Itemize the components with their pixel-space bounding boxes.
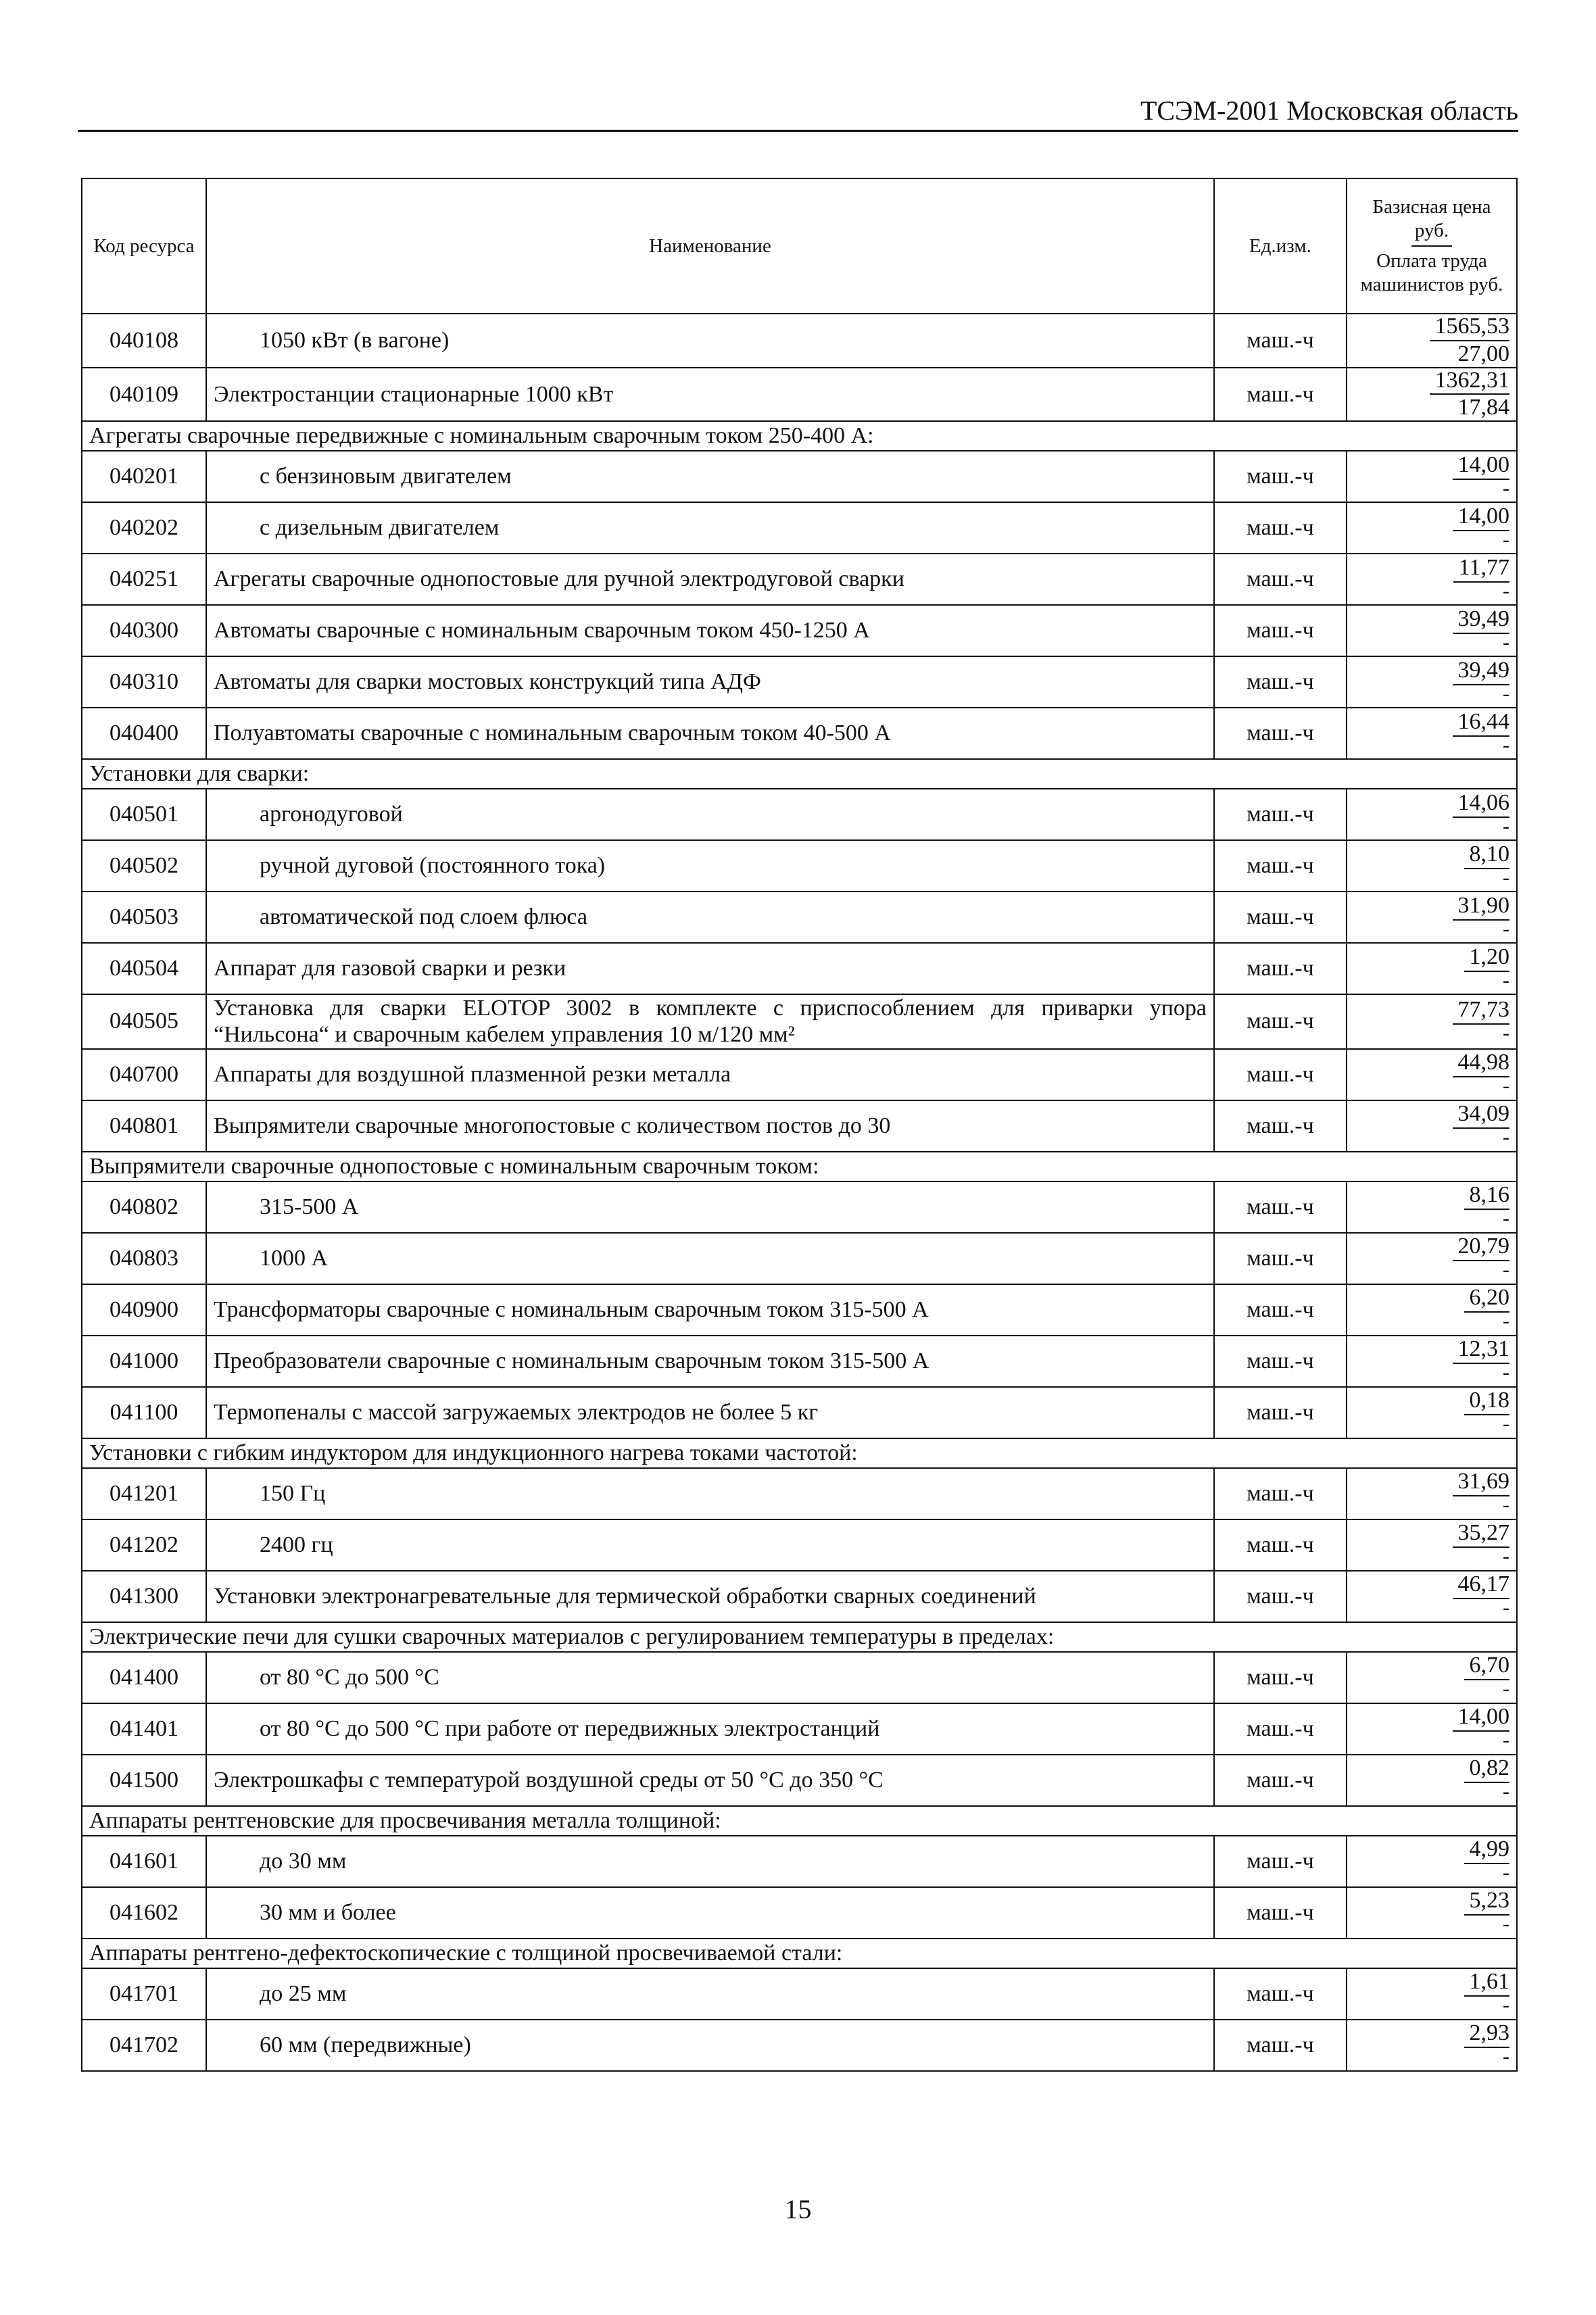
resource-code: 040400 (82, 708, 206, 759)
base-price: 4,99 (1464, 1837, 1510, 1864)
unit-of-measure: маш.-ч (1214, 1336, 1347, 1387)
base-price: 39,49 (1453, 658, 1510, 685)
price-fraction (1464, 944, 1510, 992)
base-price: 12,31 (1453, 1337, 1510, 1364)
price-fraction (1453, 556, 1509, 600)
operator-wage: - (1503, 1493, 1509, 1516)
price-cell (1347, 892, 1517, 943)
resource-code: 040803 (82, 1233, 206, 1284)
group-heading: Аппараты рентгено-дефектоскопические с толщиной просвечиваемой стали: (82, 1939, 1517, 1968)
base-price: 14,00 (1453, 1705, 1510, 1732)
table-row (82, 2020, 1517, 2071)
resource-name: Трансформаторы сварочные с номинальным сварочным током 315-500 А (206, 1284, 1214, 1336)
price-fraction (1453, 1102, 1510, 1146)
price-cell (1347, 1755, 1517, 1806)
operator-wage: - (1503, 733, 1509, 756)
unit-of-measure: маш.-ч (1214, 1284, 1347, 1336)
operator-wage: - (1503, 1074, 1509, 1097)
price-cell (1347, 656, 1517, 708)
base-price: 14,00 (1453, 453, 1510, 480)
table-row (82, 1755, 1517, 1806)
base-price: 34,09 (1453, 1102, 1510, 1129)
operator-wage: - (1503, 1912, 1509, 1935)
resource-name: Аппараты для воздушной плазменной резки металла (206, 1049, 1214, 1100)
operator-wage: - (1503, 866, 1509, 889)
unit-of-measure: маш.-ч (1214, 1468, 1347, 1519)
group-heading: Выпрямители сварочные однопостовые с номинальным сварочным током: (82, 1152, 1517, 1181)
resource-name: 30 мм и более (206, 1887, 1214, 1939)
price-fraction (1453, 998, 1510, 1042)
unit-of-measure: маш.-ч (1214, 1233, 1347, 1284)
operator-wage: - (1503, 969, 1509, 992)
price-fraction (1453, 710, 1510, 754)
table-row (82, 1284, 1517, 1336)
price-fraction (1453, 606, 1510, 654)
column-header-operator-wage: Оплата труда машинистов руб. (1360, 250, 1503, 295)
price-fraction (1464, 2020, 1510, 2068)
resource-code: 041500 (82, 1755, 206, 1806)
operator-wage: - (1503, 631, 1509, 654)
table-row (82, 943, 1517, 994)
price-fraction (1464, 1755, 1510, 1803)
price-fraction (1464, 1888, 1510, 1935)
resource-code: 041702 (82, 2020, 206, 2071)
page-number: 15 (784, 2194, 812, 2224)
table-row (82, 451, 1517, 502)
base-price: 11,77 (1453, 556, 1509, 583)
resource-code: 041100 (82, 1387, 206, 1438)
table-row (82, 1571, 1517, 1622)
resource-code: 041401 (82, 1703, 206, 1755)
resource-name: до 25 мм (206, 1968, 1214, 2020)
price-cell (1347, 1652, 1517, 1703)
base-price: 31,69 (1453, 1469, 1510, 1496)
price-cell (1347, 1519, 1517, 1571)
table-row (82, 1887, 1517, 1939)
table-row (82, 554, 1517, 605)
price-cell (1347, 708, 1517, 759)
resource-code: 040202 (82, 502, 206, 554)
table-row (82, 1519, 1517, 1571)
price-fraction (1464, 1970, 1510, 2014)
group-heading-row (82, 421, 1517, 451)
price-fraction (1453, 453, 1510, 497)
operator-wage: - (1503, 1258, 1509, 1281)
base-price: 1362,31 (1430, 368, 1510, 395)
resource-code: 040310 (82, 656, 206, 708)
resource-name: 315-500 А (206, 1181, 1214, 1233)
price-cell (1347, 1336, 1517, 1387)
price-fraction (1464, 1286, 1510, 1330)
price-cell (1347, 1468, 1517, 1519)
group-heading-row (82, 1152, 1517, 1181)
operator-wage: - (1503, 1125, 1509, 1148)
operator-wage: - (1503, 1861, 1509, 1884)
unit-of-measure: маш.-ч (1214, 1571, 1347, 1622)
operator-wage: 27,00 (1457, 341, 1509, 366)
resource-code: 041202 (82, 1519, 206, 1571)
base-price: 31,90 (1453, 894, 1510, 921)
operator-wage: - (1503, 1207, 1509, 1229)
table-row (82, 1836, 1517, 1887)
base-price: 35,27 (1453, 1521, 1510, 1548)
operator-wage: - (1503, 1596, 1509, 1619)
price-fraction (1453, 1336, 1510, 1384)
resource-code: 040504 (82, 943, 206, 994)
resource-code: 041601 (82, 1836, 206, 1887)
group-heading-row (82, 1939, 1517, 1968)
price-cell (1347, 1571, 1517, 1622)
group-heading-row (82, 759, 1517, 789)
unit-of-measure: маш.-ч (1214, 1703, 1347, 1755)
unit-of-measure: маш.-ч (1214, 943, 1347, 994)
resource-name: 2400 гц (206, 1519, 1214, 1571)
resource-name: 150 Гц (206, 1468, 1214, 1519)
resource-price-table (81, 178, 1518, 2072)
unit-of-measure: маш.-ч (1214, 994, 1347, 1048)
column-header-name: Наименование (206, 178, 1214, 314)
price-cell (1347, 994, 1517, 1048)
resource-code: 040503 (82, 892, 206, 943)
group-heading: Установки для сварки: (82, 759, 1517, 789)
base-price: 1,20 (1464, 945, 1510, 972)
resource-name: с бензиновым двигателем (206, 451, 1214, 502)
unit-of-measure: маш.-ч (1214, 1652, 1347, 1703)
resource-code: 040802 (82, 1181, 206, 1233)
table-row (82, 314, 1517, 368)
resource-name: Преобразователи сварочные с номинальным сварочным током 315-500 А (206, 1336, 1214, 1387)
unit-of-measure: маш.-ч (1214, 451, 1347, 502)
resource-code: 040201 (82, 451, 206, 502)
unit-of-measure: маш.-ч (1214, 1100, 1347, 1152)
unit-of-measure: маш.-ч (1214, 1049, 1347, 1100)
operator-wage: - (1503, 1021, 1509, 1044)
unit-of-measure: маш.-ч (1214, 1968, 1347, 2020)
resource-name: автоматической под слоем флюса (206, 892, 1214, 943)
base-price: 2,93 (1464, 2021, 1510, 2048)
operator-wage: - (1503, 477, 1509, 499)
price-cell (1347, 1049, 1517, 1100)
table-row (82, 1703, 1517, 1755)
table-row (82, 502, 1517, 554)
price-fraction (1453, 1469, 1510, 1516)
group-heading: Аппараты рентгеновские для просвечивания металла толщиной: (82, 1806, 1517, 1836)
price-fraction (1464, 842, 1510, 889)
price-cell (1347, 1968, 1517, 2020)
running-head: ТСЭМ-2001 Московская область (1140, 95, 1518, 126)
operator-wage: - (1503, 1993, 1509, 2016)
table-row (82, 1468, 1517, 1519)
table-row (82, 1233, 1517, 1284)
price-cell (1347, 502, 1517, 554)
resource-name: от 80 °С до 500 °С при работе от передвижных электростанций (206, 1703, 1214, 1755)
price-cell (1347, 1703, 1517, 1755)
price-cell (1347, 314, 1517, 368)
resource-name: от 80 °С до 500 °С (206, 1652, 1214, 1703)
resource-code: 041701 (82, 1968, 206, 2020)
table-row (82, 1387, 1517, 1438)
table-row (82, 1181, 1517, 1233)
group-heading: Установки с гибким индуктором для индукционного нагрева токами частотой: (82, 1438, 1517, 1468)
table-row (82, 656, 1517, 708)
price-cell (1347, 789, 1517, 840)
resource-code: 040300 (82, 605, 206, 656)
price-cell (1347, 368, 1517, 422)
resource-code: 041201 (82, 1468, 206, 1519)
operator-wage: - (1503, 528, 1509, 551)
operator-wage: - (1503, 2045, 1509, 2068)
resource-code: 040801 (82, 1100, 206, 1152)
base-price: 1565,53 (1430, 314, 1510, 341)
price-fraction (1453, 1521, 1510, 1565)
price-cell (1347, 2020, 1517, 2071)
price-fraction (1430, 368, 1510, 420)
table-row (82, 789, 1517, 840)
table-body (82, 314, 1517, 2071)
unit-of-measure: маш.-ч (1214, 1755, 1347, 1806)
unit-of-measure: маш.-ч (1214, 314, 1347, 368)
resource-code: 040502 (82, 840, 206, 892)
header-rule (78, 130, 1518, 132)
column-header-code: Код ресурса (82, 178, 206, 314)
base-price: 14,06 (1453, 791, 1510, 818)
table-row (82, 1652, 1517, 1703)
operator-wage: - (1503, 1780, 1509, 1803)
price-cell (1347, 840, 1517, 892)
table-row (82, 1968, 1517, 2020)
price-fraction (1464, 1836, 1510, 1884)
price-cell (1347, 1836, 1517, 1887)
resource-code: 040108 (82, 314, 206, 368)
price-fraction (1453, 1050, 1510, 1097)
unit-of-measure: маш.-ч (1214, 1836, 1347, 1887)
resource-name: Автоматы для сварки мостовых конструкций типа АДФ (206, 656, 1214, 708)
resource-code: 040109 (82, 368, 206, 422)
table-row (82, 708, 1517, 759)
base-price: 14,00 (1453, 504, 1510, 531)
table-row (82, 1049, 1517, 1100)
price-fraction (1453, 1234, 1510, 1281)
unit-of-measure: маш.-ч (1214, 1181, 1347, 1233)
price-fraction (1453, 791, 1510, 835)
operator-wage: 17,84 (1457, 395, 1509, 420)
operator-wage: - (1503, 814, 1509, 837)
table-row (82, 1100, 1517, 1152)
base-price: 39,49 (1453, 607, 1510, 634)
resource-name: Полуавтоматы сварочные с номинальным сварочным током 40-500 А (206, 708, 1214, 759)
resource-name: до 30 мм (206, 1836, 1214, 1887)
resource-code: 041000 (82, 1336, 206, 1387)
base-price: 20,79 (1453, 1234, 1510, 1261)
resource-code: 040900 (82, 1284, 206, 1336)
price-cell (1347, 554, 1517, 605)
base-price: 77,73 (1453, 998, 1510, 1025)
price-cell (1347, 605, 1517, 656)
group-heading-row (82, 1438, 1517, 1468)
unit-of-measure: маш.-ч (1214, 1887, 1347, 1939)
table-row (82, 368, 1517, 422)
price-fraction (1464, 1388, 1510, 1435)
price-cell (1347, 1233, 1517, 1284)
base-price: 8,10 (1464, 842, 1510, 869)
unit-of-measure: маш.-ч (1214, 656, 1347, 708)
base-price: 0,18 (1464, 1388, 1510, 1415)
resource-name: Термопеналы с массой загружаемых электродов не более 5 кг (206, 1387, 1214, 1438)
resource-name: Электростанции стационарные 1000 кВт (206, 368, 1214, 422)
resource-name: Агрегаты сварочные однопостовые для ручной электродуговой сварки (206, 554, 1214, 605)
unit-of-measure: маш.-ч (1214, 1387, 1347, 1438)
price-cell (1347, 943, 1517, 994)
operator-wage: - (1503, 1677, 1509, 1700)
price-cell (1347, 1181, 1517, 1233)
column-header-base-price: Базисная цена руб. (1372, 196, 1491, 242)
unit-of-measure: маш.-ч (1214, 1519, 1347, 1571)
unit-of-measure: маш.-ч (1214, 605, 1347, 656)
unit-of-measure: маш.-ч (1214, 840, 1347, 892)
resource-name: 60 мм (передвижные) (206, 2020, 1214, 2071)
table-row (82, 892, 1517, 943)
unit-of-measure: маш.-ч (1214, 554, 1347, 605)
table-row (82, 605, 1517, 656)
resource-name: 1000 А (206, 1233, 1214, 1284)
unit-of-measure: маш.-ч (1214, 368, 1347, 422)
operator-wage: - (1503, 682, 1509, 705)
group-heading-row (82, 1622, 1517, 1652)
resource-name: Выпрямители сварочные многопостовые с количеством постов до 30 (206, 1100, 1214, 1152)
unit-of-measure: маш.-ч (1214, 502, 1347, 554)
operator-wage: - (1503, 1361, 1509, 1384)
resource-code: 040251 (82, 554, 206, 605)
fraction-line (1411, 245, 1452, 247)
resource-name: 1050 кВт (в вагоне) (206, 314, 1214, 368)
price-fraction (1453, 504, 1510, 551)
base-price: 44,98 (1453, 1050, 1510, 1077)
resource-name: аргонодуговой (206, 789, 1214, 840)
table-header-row (82, 178, 1517, 314)
base-price: 0,82 (1464, 1756, 1510, 1783)
operator-wage: - (1503, 917, 1509, 940)
base-price: 6,20 (1464, 1286, 1510, 1313)
price-fraction (1453, 893, 1510, 940)
price-cell (1347, 451, 1517, 502)
price-fraction (1453, 658, 1510, 705)
unit-of-measure: маш.-ч (1214, 892, 1347, 943)
resource-code: 040505 (82, 994, 206, 1048)
resource-name: ручной дуговой (постоянного тока) (206, 840, 1214, 892)
resource-name: Автоматы сварочные с номинальным сварочным током 450-1250 А (206, 605, 1214, 656)
unit-of-measure: маш.-ч (1214, 789, 1347, 840)
price-cell (1347, 1100, 1517, 1152)
base-price: 16,44 (1453, 710, 1510, 737)
resource-code: 040700 (82, 1049, 206, 1100)
price-cell (1347, 1887, 1517, 1939)
price-fraction (1430, 314, 1510, 366)
resource-name: Установки электронагревательные для термической обработки сварных соединений (206, 1571, 1214, 1622)
table-row (82, 1336, 1517, 1387)
price-fraction (1464, 1183, 1510, 1227)
base-price: 5,23 (1464, 1888, 1510, 1916)
operator-wage: - (1503, 1412, 1509, 1435)
resource-code: 040501 (82, 789, 206, 840)
unit-of-measure: маш.-ч (1214, 708, 1347, 759)
base-price: 8,16 (1464, 1183, 1510, 1210)
price-fraction (1453, 1571, 1510, 1619)
price-fraction (1464, 1653, 1510, 1700)
base-price: 1,61 (1464, 1970, 1510, 1997)
column-header-price (1347, 178, 1517, 314)
price-cell (1347, 1284, 1517, 1336)
group-heading-row (82, 1806, 1517, 1836)
column-header-unit: Ед.изм. (1214, 178, 1347, 314)
resource-name: Электрошкафы с температурой воздушной среды от 50 °С до 350 °С (206, 1755, 1214, 1806)
operator-wage: - (1503, 1309, 1509, 1332)
group-heading: Электрические печи для сушки сварочных материалов с регулированием температуры в пределах: (82, 1622, 1517, 1652)
resource-code: 041602 (82, 1887, 206, 1939)
operator-wage: - (1503, 1728, 1509, 1751)
resource-name: Аппарат для газовой сварки и резки (206, 943, 1214, 994)
resource-code: 041300 (82, 1571, 206, 1622)
base-price: 46,17 (1453, 1572, 1510, 1599)
price-fraction (1453, 1705, 1510, 1749)
group-heading: Агрегаты сварочные передвижные с номинальным сварочным током 250-400 А: (82, 421, 1517, 451)
operator-wage: - (1503, 1544, 1509, 1567)
price-cell (1347, 1387, 1517, 1438)
resource-code: 041400 (82, 1652, 206, 1703)
unit-of-measure: маш.-ч (1214, 2020, 1347, 2071)
resource-name: с дизельным двигателем (206, 502, 1214, 554)
resource-name: Установка для сварки ELOTOP 3002 в комплекте с приспособлением для приварки упора “Нильсона“ и сварочным кабелем управления 10 м/120 мм² (206, 994, 1214, 1048)
operator-wage: - (1503, 579, 1509, 602)
base-price: 6,70 (1464, 1653, 1510, 1680)
table-row (82, 840, 1517, 892)
table-row (82, 994, 1517, 1048)
